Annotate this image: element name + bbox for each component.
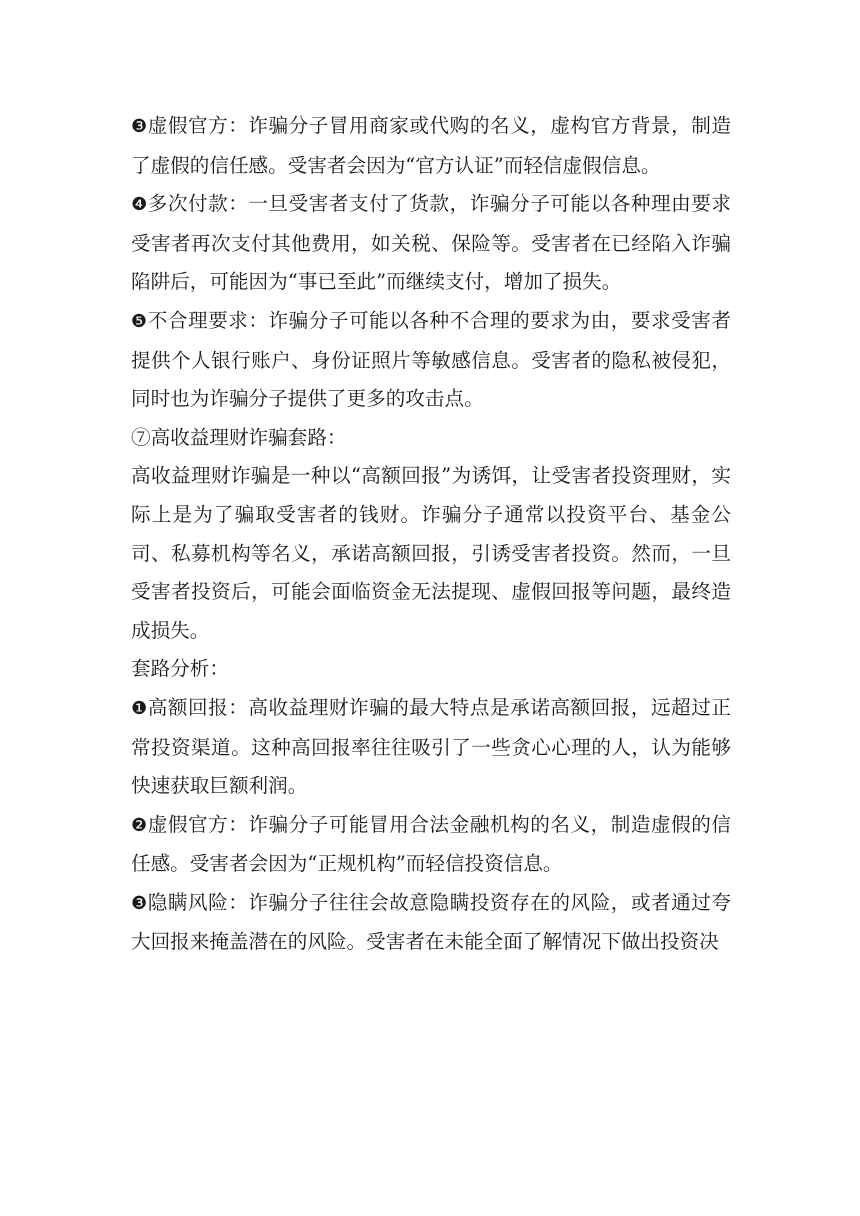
paragraph-text: 虚假官方：诈骗分子可能冒用合法金融机构的名义，制造虚假的信任感。受害者会因为“正规机构”而轻信投资信息。 [131, 812, 732, 876]
paragraph-scam-description [131, 457, 731, 650]
number-7-marker: ⑦ [131, 425, 151, 449]
document-body [131, 107, 731, 962]
section-heading-text: 高收益理财诈骗套路： [150, 425, 347, 449]
paragraph-text: 虚假官方：诈骗分子冒用商家或代购的名义，虚构官方背景，制造了虚假的信任感。受害者会因为“官方认证”而轻信虚假信息。 [131, 114, 732, 177]
paragraph-text: 高收益理财诈骗是一种以“高额回报”为诱饵，让受害者投资理财，实际上是为了骗取受害者的钱财。诈骗分子通常以投资平台、基金公司、私募机构等名义，承诺高额回报，引诱受害者投资。然而，一旦受害者投资后，可能会面临资金无法提现、虚假回报等问题，最终造成损失。 [131, 464, 731, 642]
paragraph-hidden-risks [131, 884, 731, 962]
paragraph-text: 多次付款：一旦受害者支付了货款，诈骗分子可能以各种理由要求受害者再次支付其他费用，如关税、保险等。受害者在已经陷入诈骗陷阱后，可能因为“事已至此”而继续支付，增加了损失。 [131, 192, 732, 294]
subheading-analysis [131, 650, 731, 689]
paragraph-fake-institution [131, 806, 731, 884]
number-1-marker: ❶ [131, 697, 148, 719]
paragraph-fake-official [131, 107, 731, 185]
paragraph-high-returns [131, 689, 731, 806]
section-heading-high-yield-scam [131, 419, 731, 458]
paragraph-text: 不合理要求：诈骗分子可能以各种不合理的要求为由，要求受害者提供个人银行账户、身份证照片等敏感信息。受害者的隐私被侵犯，同时也为诈骗分子提供了更多的攻击点。 [131, 308, 732, 411]
number-3-marker: ❸ [131, 892, 148, 914]
number-2-marker: ❷ [131, 814, 148, 836]
number-5-marker: ❺ [131, 310, 148, 332]
paragraph-unreasonable-requests [131, 302, 731, 419]
subheading-text: 套路分析： [131, 657, 229, 681]
paragraph-text: 高额回报：高收益理财诈骗的最大特点是承诺高额回报，远超过正常投资渠道。这种高回报率往往吸引了一些贪心心理的人，认为能够快速获取巨额利润。 [131, 695, 732, 798]
paragraph-text: 隐瞒风险：诈骗分子往往会故意隐瞒投资存在的风险，或者通过夸大回报来掩盖潜在的风险。受害者在未能全面了解情况下做出投资决 [131, 890, 732, 954]
number-4-marker: ❹ [131, 194, 148, 216]
paragraph-multiple-payments [131, 185, 731, 302]
number-3-marker: ❸ [131, 116, 148, 137]
